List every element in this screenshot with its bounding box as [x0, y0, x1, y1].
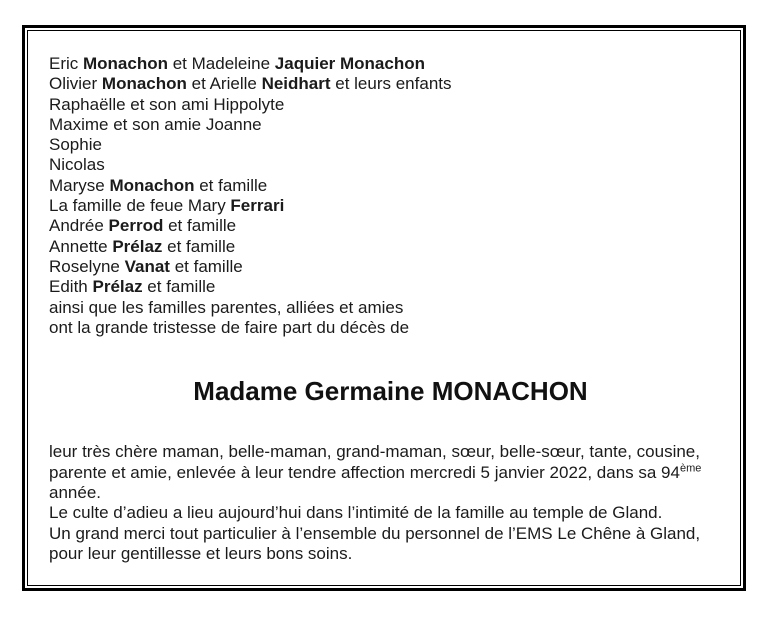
- family-line: ainsi que les familles parentes, alliées et amies: [49, 297, 404, 317]
- family-line: Nicolas: [49, 155, 105, 175]
- family-line: Eric Monachon et Madeleine Jaquier Monachon: [49, 54, 425, 73]
- deceased-name: Madame Germaine MONACHON: [193, 376, 588, 407]
- body-line: pour leur gentillesse et leurs bons soins.: [49, 544, 353, 564]
- family-line: Raphaëlle et son ami Hippolyte: [49, 94, 285, 114]
- family-list: [49, 54, 732, 338]
- family-line: Andrée Perrod et famille: [49, 216, 237, 236]
- family-line: La famille de feue Mary Ferrari: [49, 196, 285, 216]
- family-line: Maxime et son amie Joanne: [49, 114, 262, 134]
- body-line: leur très chère maman, belle-maman, grand-maman, sœur, belle-sœur, tante, cousine,: [49, 442, 700, 462]
- body-line: Un grand merci tout particulier à l’ensemble du personnel de l’EMS Le Chêne à Gland,: [49, 523, 701, 543]
- announcement-body: [49, 442, 732, 564]
- family-line: Roselyne Vanat et famille: [49, 256, 243, 276]
- family-line: Maryse Monachon et famille: [49, 175, 268, 195]
- family-line: Edith Prélaz et famille: [49, 277, 216, 297]
- announcement-frame: [22, 25, 746, 591]
- body-line: année.: [49, 482, 101, 502]
- announcement-content: [27, 30, 741, 586]
- family-line: Sophie: [49, 135, 102, 155]
- family-line: ont la grande tristesse de faire part du décès de: [49, 317, 410, 337]
- family-line: Olivier Monachon et Arielle Neidhart et leurs enfants: [49, 74, 452, 94]
- body-line: Le culte d’adieu a lieu aujourd’hui dans l’intimité de la famille au temple de Gland.: [49, 503, 663, 523]
- body-line: parente et amie, enlevée à leur tendre affection mercredi 5 janvier 2022, dans sa 94ème: [49, 461, 702, 482]
- family-line: Annette Prélaz et famille: [49, 236, 236, 256]
